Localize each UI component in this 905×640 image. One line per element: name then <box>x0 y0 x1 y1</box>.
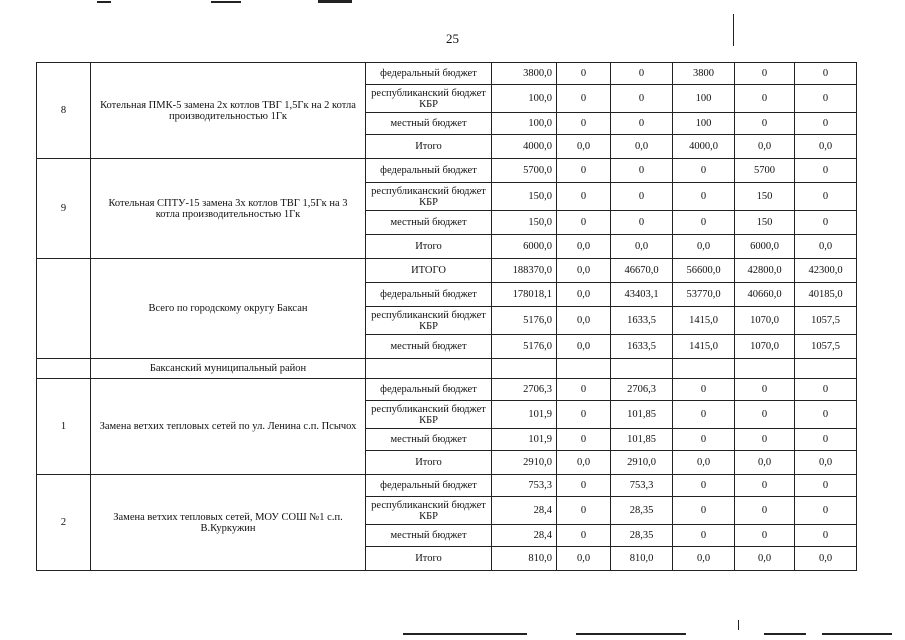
year-value: 0 <box>795 401 857 429</box>
empty-cell <box>37 359 91 379</box>
year-value: 0 <box>557 113 611 135</box>
scan-artifact <box>822 633 892 635</box>
year-value: 0 <box>735 379 795 401</box>
funding-source: республиканский бюджет КБР <box>366 307 492 335</box>
project-name: Замена ветхих тепловых сетей, МОУ СОШ №1 с.п. В.Куркужин <box>91 475 366 571</box>
funding-source: местный бюджет <box>366 429 492 451</box>
year-value: 0 <box>611 85 673 113</box>
year-value: 0,0 <box>557 135 611 159</box>
year-value: 1070,0 <box>735 307 795 335</box>
total-value: 178018,1 <box>492 283 557 307</box>
scan-artifact <box>211 1 241 3</box>
year-value: 28,35 <box>611 497 673 525</box>
year-value: 0 <box>673 525 735 547</box>
funding-source: Итого <box>366 135 492 159</box>
year-value: 0 <box>611 113 673 135</box>
year-value: 0 <box>795 85 857 113</box>
year-value: 0,0 <box>611 135 673 159</box>
row-index: 8 <box>37 63 91 159</box>
year-value: 0 <box>673 183 735 211</box>
scan-artifact <box>764 633 806 635</box>
year-value: 0 <box>795 159 857 183</box>
total-value: 753,3 <box>492 475 557 497</box>
empty-cell <box>795 359 857 379</box>
scan-artifact <box>318 0 352 3</box>
year-value: 753,3 <box>611 475 673 497</box>
total-value: 150,0 <box>492 183 557 211</box>
row-index: 2 <box>37 475 91 571</box>
year-value: 1415,0 <box>673 335 735 359</box>
year-value: 0 <box>557 429 611 451</box>
funding-source: местный бюджет <box>366 211 492 235</box>
funding-source: федеральный бюджет <box>366 475 492 497</box>
year-value: 0 <box>611 211 673 235</box>
year-value: 0 <box>795 429 857 451</box>
total-value: 101,9 <box>492 429 557 451</box>
empty-cell <box>492 359 557 379</box>
year-value: 42300,0 <box>795 259 857 283</box>
year-value: 0 <box>557 85 611 113</box>
year-value: 0 <box>673 401 735 429</box>
total-value: 5700,0 <box>492 159 557 183</box>
table-row <box>37 159 857 183</box>
year-value: 0 <box>735 63 795 85</box>
year-value: 28,35 <box>611 525 673 547</box>
year-value: 810,0 <box>611 547 673 571</box>
table-row <box>37 475 857 497</box>
table-row <box>37 379 857 401</box>
empty-cell <box>611 359 673 379</box>
year-value: 43403,1 <box>611 283 673 307</box>
year-value: 0 <box>673 429 735 451</box>
empty-cell <box>366 359 492 379</box>
year-value: 1415,0 <box>673 307 735 335</box>
year-value: 100 <box>673 113 735 135</box>
year-value: 0 <box>735 475 795 497</box>
funding-source: Итого <box>366 451 492 475</box>
funding-source: федеральный бюджет <box>366 159 492 183</box>
total-value: 2910,0 <box>492 451 557 475</box>
page-number: 25 <box>446 31 459 46</box>
year-value: 1057,5 <box>795 307 857 335</box>
year-value: 0 <box>673 497 735 525</box>
year-value: 0 <box>735 401 795 429</box>
funding-source: республиканский бюджет КБР <box>366 85 492 113</box>
funding-source: федеральный бюджет <box>366 283 492 307</box>
year-value: 0,0 <box>735 135 795 159</box>
year-value: 0 <box>557 379 611 401</box>
year-value: 0 <box>557 63 611 85</box>
year-value: 0 <box>557 159 611 183</box>
total-value: 188370,0 <box>492 259 557 283</box>
funding-source: местный бюджет <box>366 113 492 135</box>
year-value: 0,0 <box>735 547 795 571</box>
year-value: 0 <box>735 429 795 451</box>
funding-source: местный бюджет <box>366 525 492 547</box>
total-value: 100,0 <box>492 85 557 113</box>
project-name: Котельная СПТУ-15 замена 3х котлов ТВГ 1,5Гк на 3 котла производительностью 1Гк <box>91 159 366 259</box>
table-row <box>37 259 857 283</box>
funding-source: ИТОГО <box>366 259 492 283</box>
year-value: 3800 <box>673 63 735 85</box>
budget-table <box>36 62 857 571</box>
year-value: 0,0 <box>557 307 611 335</box>
year-value: 0 <box>673 475 735 497</box>
year-value: 2706,3 <box>611 379 673 401</box>
year-value: 0 <box>735 525 795 547</box>
year-value: 1070,0 <box>735 335 795 359</box>
year-value: 0,0 <box>673 235 735 259</box>
year-value: 0 <box>735 497 795 525</box>
funding-source: республиканский бюджет КБР <box>366 183 492 211</box>
year-value: 0 <box>795 525 857 547</box>
year-value: 5700 <box>735 159 795 183</box>
total-value: 2706,3 <box>492 379 557 401</box>
scan-artifact <box>576 633 686 635</box>
year-value: 0 <box>795 211 857 235</box>
row-index: 9 <box>37 159 91 259</box>
year-value: 0 <box>611 159 673 183</box>
funding-source: Итого <box>366 547 492 571</box>
total-value: 810,0 <box>492 547 557 571</box>
year-value: 0,0 <box>557 283 611 307</box>
year-value: 0 <box>673 211 735 235</box>
project-name: Всего по городскому округу Баксан <box>91 259 366 359</box>
row-index <box>37 259 91 359</box>
year-value: 46670,0 <box>611 259 673 283</box>
year-value: 0 <box>795 63 857 85</box>
total-value: 28,4 <box>492 497 557 525</box>
scan-artifact <box>97 1 111 3</box>
year-value: 4000,0 <box>673 135 735 159</box>
total-value: 5176,0 <box>492 335 557 359</box>
year-value: 53770,0 <box>673 283 735 307</box>
year-value: 0,0 <box>795 547 857 571</box>
table-body <box>37 63 857 571</box>
year-value: 0 <box>611 63 673 85</box>
year-value: 40185,0 <box>795 283 857 307</box>
year-value: 0 <box>795 497 857 525</box>
year-value: 0,0 <box>557 259 611 283</box>
funding-source: Итого <box>366 235 492 259</box>
year-value: 56600,0 <box>673 259 735 283</box>
total-value: 5176,0 <box>492 307 557 335</box>
year-value: 0 <box>795 475 857 497</box>
year-value: 0 <box>557 211 611 235</box>
year-value: 0 <box>795 183 857 211</box>
year-value: 42800,0 <box>735 259 795 283</box>
year-value: 1633,5 <box>611 335 673 359</box>
year-value: 0 <box>557 475 611 497</box>
year-value: 0 <box>557 401 611 429</box>
row-index: 1 <box>37 379 91 475</box>
total-value: 101,9 <box>492 401 557 429</box>
year-value: 0 <box>611 183 673 211</box>
scan-artifact <box>403 633 527 635</box>
total-value: 28,4 <box>492 525 557 547</box>
table-row <box>37 63 857 85</box>
empty-cell <box>673 359 735 379</box>
year-value: 0 <box>557 183 611 211</box>
year-value: 2910,0 <box>611 451 673 475</box>
total-value: 4000,0 <box>492 135 557 159</box>
total-value: 150,0 <box>492 211 557 235</box>
year-value: 0,0 <box>735 451 795 475</box>
funding-source: республиканский бюджет КБР <box>366 401 492 429</box>
year-value: 0,0 <box>611 235 673 259</box>
year-value: 0,0 <box>673 547 735 571</box>
year-value: 40660,0 <box>735 283 795 307</box>
year-value: 0,0 <box>557 547 611 571</box>
year-value: 0 <box>795 113 857 135</box>
funding-source: местный бюджет <box>366 335 492 359</box>
year-value: 150 <box>735 183 795 211</box>
year-value: 0,0 <box>673 451 735 475</box>
empty-cell <box>735 359 795 379</box>
year-value: 0 <box>735 113 795 135</box>
year-value: 0 <box>673 379 735 401</box>
project-name: Котельная ПМК-5 замена 2х котлов ТВГ 1,5Гк на 2 котла производительностью 1Гк <box>91 63 366 159</box>
year-value: 0,0 <box>557 451 611 475</box>
year-value: 101,85 <box>611 429 673 451</box>
year-value: 150 <box>735 211 795 235</box>
year-value: 0 <box>795 379 857 401</box>
year-value: 0,0 <box>795 451 857 475</box>
year-value: 1057,5 <box>795 335 857 359</box>
project-name: Замена ветхих тепловых сетей по ул. Ленина с.п. Псычох <box>91 379 366 475</box>
year-value: 0 <box>735 85 795 113</box>
year-value: 0,0 <box>557 235 611 259</box>
total-value: 100,0 <box>492 113 557 135</box>
section-header: Баксанский муниципальный район <box>91 359 366 379</box>
funding-source: федеральный бюджет <box>366 63 492 85</box>
year-value: 101,85 <box>611 401 673 429</box>
empty-cell <box>557 359 611 379</box>
year-value: 0 <box>557 525 611 547</box>
year-value: 0,0 <box>557 335 611 359</box>
year-value: 0,0 <box>795 235 857 259</box>
year-value: 0 <box>557 497 611 525</box>
year-value: 1633,5 <box>611 307 673 335</box>
year-value: 0,0 <box>795 135 857 159</box>
scan-artifact <box>738 620 739 630</box>
year-value: 0 <box>673 159 735 183</box>
funding-source: федеральный бюджет <box>366 379 492 401</box>
year-value: 6000,0 <box>735 235 795 259</box>
year-value: 100 <box>673 85 735 113</box>
total-value: 3800,0 <box>492 63 557 85</box>
section-header-row <box>37 359 857 379</box>
total-value: 6000,0 <box>492 235 557 259</box>
funding-source: республиканский бюджет КБР <box>366 497 492 525</box>
